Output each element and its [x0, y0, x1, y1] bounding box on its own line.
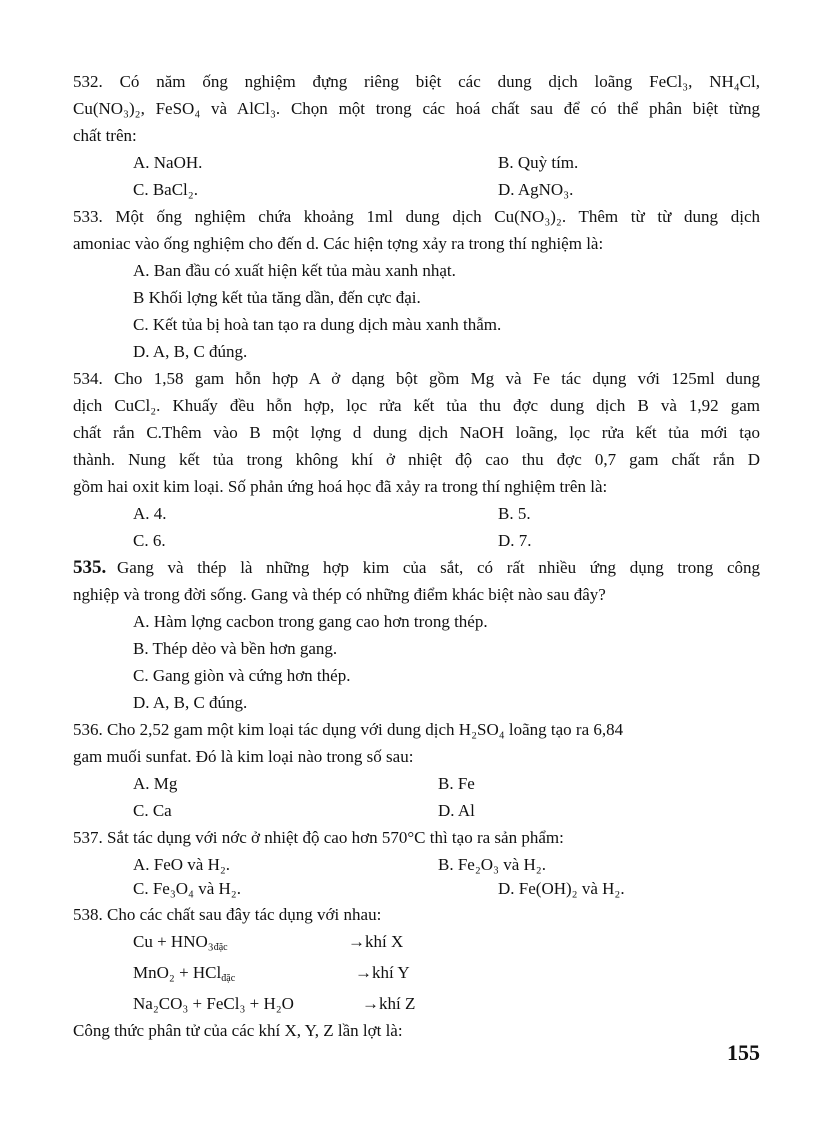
- reaction-2-formula: MnO₂ + HCl: [133, 963, 222, 982]
- q534-line-4: thành. Nung kết tủa trong không khí ở nhiệt độ cao thu đợc 0,7 gam chất rắn D: [73, 450, 760, 469]
- reaction-2-subscript: đặc: [221, 973, 236, 984]
- q534-option-b: B. 5.: [498, 504, 531, 523]
- q532-line-2: Cu(NO₃)₂, FeSO₄ và AlCl₃. Chọn một trong các hoá chất sau để có thể phân biệt từng: [73, 99, 760, 118]
- q535-number: 535.: [73, 557, 107, 578]
- q532-option-b: B. Quỳ tím.: [498, 153, 579, 172]
- q534-option-c: C. 6.: [133, 531, 166, 550]
- q532-line-3: chất trên:: [73, 126, 137, 145]
- q535-option-d: D. A, B, C đúng.: [133, 693, 248, 712]
- q534-line-1: 534. Cho 1,58 gam hỗn hợp A ở dạng bột gồm Mg và Fe tác dụng với 125ml dung: [73, 369, 760, 388]
- reaction-1-product: [348, 930, 403, 954]
- q534-option-a: A. 4.: [133, 504, 167, 523]
- reaction-1-formula: Cu + HNO₃: [133, 932, 214, 951]
- q532-option-c: C. BaCl₂.: [133, 180, 198, 199]
- q536-option-c: C. Ca: [133, 801, 172, 820]
- q534-line-2: dịch CuCl₂. Khuấy đều hỗn hợp, lọc rửa kết tủa thu đợc dung dịch B và 1,92 gam: [73, 396, 760, 415]
- q535-option-a: A. Hàm lợng cacbon trong gang cao hơn trong thép.: [133, 612, 488, 631]
- arrow-right-icon: →: [355, 963, 372, 982]
- reaction-2-gas: khí Y: [372, 963, 410, 982]
- arrow-right-icon: →: [362, 994, 379, 1013]
- q538-question: Công thức phân tử của các khí X, Y, Z lần lợt là:: [73, 1021, 403, 1040]
- q533-line-1: 533. Một ống nghiệm chứa khoảng 1ml dung dịch Cu(NO₃)₂. Thêm từ từ dung dịch: [73, 207, 760, 226]
- q533-option-d: D. A, B, C đúng.: [133, 342, 248, 361]
- q532-option-d: D. AgNO₃.: [498, 180, 574, 199]
- q535-option-c: C. Gang giòn và cứng hơn thép.: [133, 666, 351, 685]
- reaction-2-product: [355, 961, 410, 985]
- reaction-1-gas: khí X: [365, 932, 404, 951]
- q536-line-1: 536. Cho 2,52 gam một kim loại tác dụng với dung dịch H₂SO₄ loãng tạo ra 6,84: [73, 720, 624, 739]
- q535-option-b: B. Thép dẻo và bền hơn gang.: [133, 639, 338, 658]
- q534-line-3: chất rắn C.Thêm vào B một lợng d dung dịch NaOH loãng, lọc rửa kết tủa mới tạo: [73, 423, 760, 442]
- q533-option-c: C. Kết tủa bị hoà tan tạo ra dung dịch màu xanh thẫm.: [133, 315, 502, 334]
- reaction-3-reactants: Na₂CO₃ + FeCl₃ + H₂O: [133, 994, 294, 1013]
- reaction-3-product: [362, 992, 415, 1016]
- q533-line-2: amoniac vào ống nghiệm cho đến d. Các hiện tợng xảy ra trong thí nghiệm là:: [73, 234, 604, 253]
- q537-option-d: D. Fe(OH)₂ và H₂.: [498, 879, 625, 898]
- q536-option-a: A. Mg: [133, 774, 178, 793]
- q534-option-d: D. 7.: [498, 531, 532, 550]
- q536-option-d: D. Al: [438, 801, 475, 820]
- q532-line-1: 532. Có năm ống nghiệm đựng riêng biệt các dung dịch loãng FeCl₃, NH₄Cl,: [73, 72, 760, 91]
- reaction-2-reactants: [133, 961, 235, 991]
- q535-line-2: nghiệp và trong đời sống. Gang và thép có những điểm khác biệt nào sau đây?: [73, 585, 606, 604]
- arrow-right-icon: →: [348, 932, 365, 951]
- page-number: 155: [727, 1040, 760, 1065]
- q536-line-2: gam muối sunfat. Đó là kim loại nào trong số sau:: [73, 747, 414, 766]
- q532-option-a: A. NaOH.: [133, 153, 203, 172]
- q537-option-a: A. FeO và H₂.: [133, 855, 231, 874]
- reaction-1-reactants: [133, 930, 228, 960]
- q537-option-c: C. Fe₃O₄ và H₂.: [133, 879, 241, 898]
- q533-option-b: B Khối lợng kết tủa tăng dần, đến cực đại.: [133, 288, 421, 307]
- q536-option-b: B. Fe: [438, 774, 475, 793]
- q535-line-1: Gang và thép là những hợp kim của sắt, có rất nhiều ứng dụng trong công: [117, 558, 760, 577]
- q537-line-1: 537. Sắt tác dụng với nớc ở nhiệt độ cao hơn 570°C thì tạo ra sản phẩm:: [73, 828, 564, 847]
- reaction-1-subscript: đặc: [213, 942, 228, 953]
- q533-option-a: A. Ban đầu có xuất hiện kết tủa màu xanh nhạt.: [133, 261, 456, 280]
- q537-option-b: B. Fe₂O₃ và H₂.: [438, 855, 546, 874]
- q534-line-5: gồm hai oxit kim loại. Số phản ứng hoá học đã xảy ra trong thí nghiệm trên là:: [73, 477, 608, 496]
- reaction-3-gas: khí Z: [379, 994, 416, 1013]
- q538-line-1: 538. Cho các chất sau đây tác dụng với nhau:: [73, 905, 382, 924]
